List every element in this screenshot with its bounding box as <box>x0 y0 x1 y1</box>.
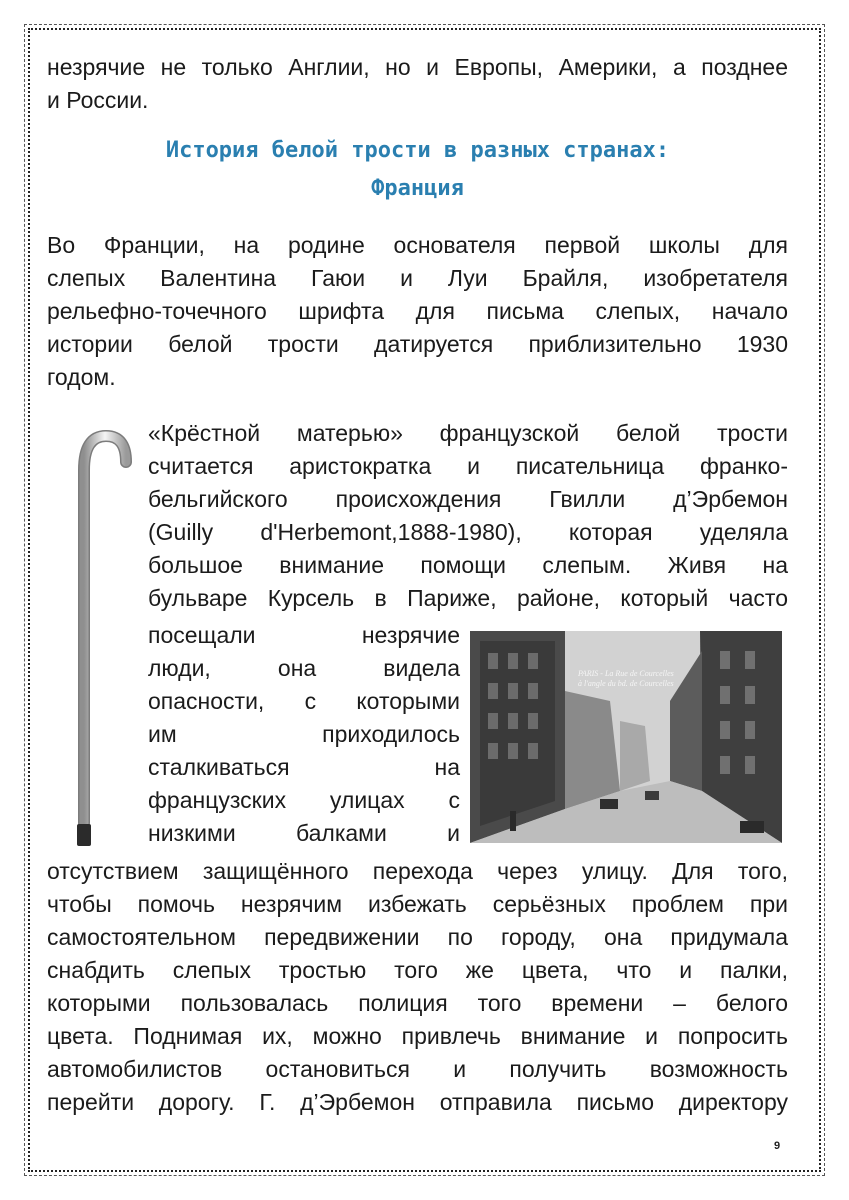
paragraph-line: «Крёстной матерью» французской белой трости <box>148 420 788 446</box>
section-heading: История белой трости в разных странах: <box>165 138 670 163</box>
paragraph-line: годом. <box>47 364 116 390</box>
paragraph-line: снабдить слепых тростью того же цвета, что и палки, <box>47 957 788 983</box>
paragraph-line: низкими балками и <box>148 820 460 846</box>
paragraph-line: истории белой трости датируется приблизительно 1930 <box>47 331 788 357</box>
section-subheading: Франция <box>371 176 464 201</box>
paragraph-line: люди, она видела <box>148 655 460 681</box>
intro-line: и России. <box>47 87 149 113</box>
paragraph-line: считается аристократка и писательница франко- <box>148 453 788 479</box>
paragraph-line: чтобы помочь незрячим избежать серьёзных проблем при <box>47 891 788 917</box>
paragraph-line: перейти дорогу. Г. д’Эрбемон отправила письмо директору <box>47 1089 788 1115</box>
page-number: 9 <box>774 1140 781 1152</box>
paragraph-line: большое внимание помощи слепым. Живя на <box>148 552 788 578</box>
paragraph-line: посещали незрячие <box>148 622 460 648</box>
white-cane-illustration <box>68 428 138 848</box>
paragraph-line: которыми пользовалась полиция того времени – белого <box>47 990 788 1016</box>
paragraph-line: Во Франции, на родине основателя первой школы для <box>47 232 788 258</box>
paragraph-line: им приходилось <box>148 721 460 747</box>
paragraph-line: опасности, с которыми <box>148 688 460 714</box>
paragraph-line: сталкиваться на <box>148 754 460 780</box>
paragraph-line: отсутствием защищённого перехода через улицу. Для того, <box>47 858 788 884</box>
paragraph-line: бульваре Курсель в Париже, районе, который часто <box>148 585 788 611</box>
paragraph-line: автомобилистов остановиться и получить возможность <box>47 1056 788 1082</box>
photo-caption-line: PARIS - La Rue de Courcelles <box>578 669 674 678</box>
paragraph-line: (Guilly d'Herbemont,1888-1980), которая уделяла <box>148 519 788 545</box>
paragraph-line: рельефно-точечного шрифта для письма слепых, начало <box>47 298 788 324</box>
paragraph-line: цвета. Поднимая их, можно привлечь внимание и попросить <box>47 1023 788 1049</box>
paragraph-line: самостоятельном передвижении по городу, она придумала <box>47 924 788 950</box>
street-scene-drawing <box>470 631 782 843</box>
paragraph-line: бельгийского происхождения Гвилли д’Эрбемон <box>148 486 788 512</box>
paragraph-line: слепых Валентина Гаюи и Луи Брайля, изобретателя <box>47 265 788 291</box>
paragraph-line: французских улицах с <box>148 787 460 813</box>
photo-caption-line: à l'angle du bd. de Courcelles <box>578 679 674 688</box>
paris-street-photo <box>470 631 782 843</box>
intro-line: незрячие не только Англии, но и Европы, Америки, а позднее <box>47 54 788 80</box>
